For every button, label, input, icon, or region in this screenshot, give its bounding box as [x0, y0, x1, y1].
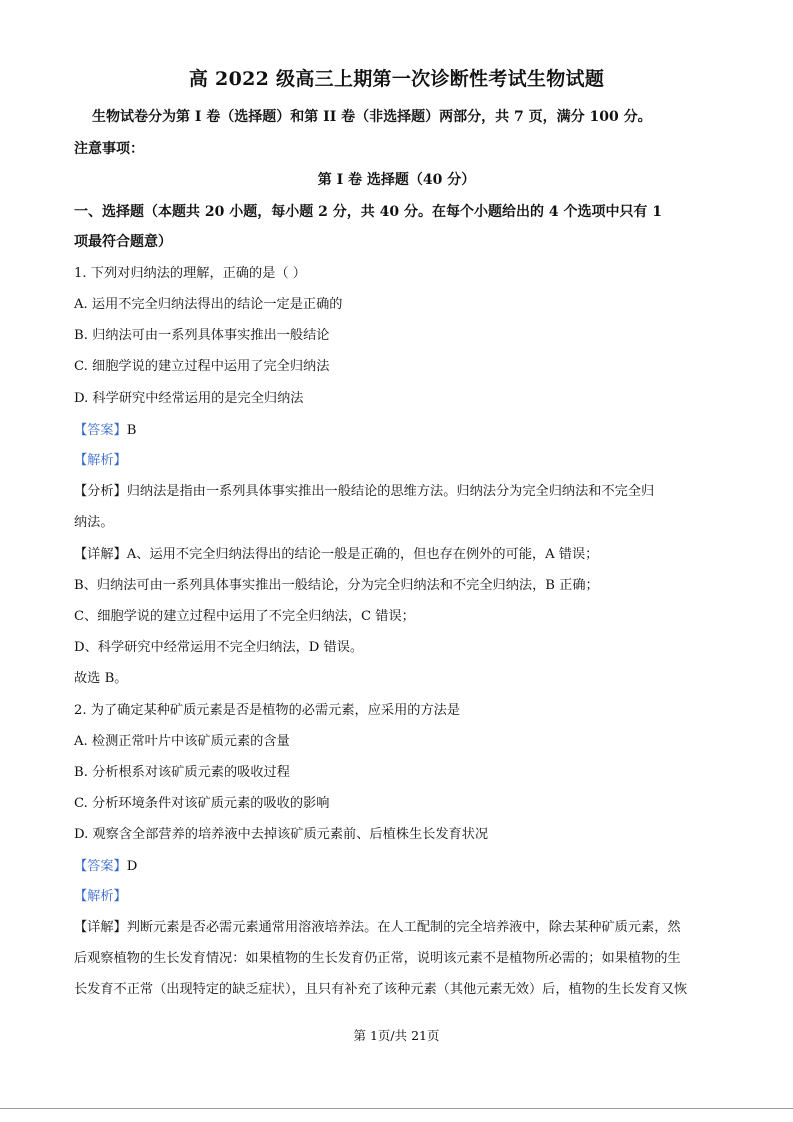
- q1-answer-row: [74, 423, 136, 439]
- detail-tag: 【详解】: [74, 920, 127, 935]
- page-bottom-divider: [0, 1108, 793, 1109]
- analysis-tag: 【分析】: [74, 484, 127, 499]
- q2-detail-line-2: 后观察植物的生长发育情况：如果植物的生长发育仍正常，说明该元素不是植物所必需的；如果植物的生: [74, 951, 681, 966]
- q2-stem: 2. 为了确定某种矿质元素是否是植物的必需元素，应采用的方法是: [74, 703, 461, 718]
- q1-option-d: D. 科学研究中经常运用的是完全归纳法: [74, 391, 304, 406]
- q1-conclusion: 故选 B。: [74, 671, 128, 686]
- q1-detail-line-4: D、科学研究中经常运用不完全归纳法，D 错误。: [74, 640, 364, 655]
- part-heading-line-2: 项最符合题意）: [74, 234, 172, 250]
- answer-tag: 【答案】: [74, 859, 127, 874]
- detail-tag: 【详解】: [74, 547, 127, 562]
- exam-title: 高 2022 级高三上期第一次诊断性考试生物试题: [188, 68, 605, 90]
- q2-answer-row: [74, 859, 137, 875]
- q2-option-a: A. 检测正常叶片中该矿质元素的含量: [74, 734, 290, 749]
- intro-text: 生物试卷分为第 I 卷（选择题）和第 II 卷（非选择题）两部分，共 7 页，满分 100 分。: [92, 109, 652, 125]
- q1-analysis-line-1: [74, 484, 654, 500]
- q2-option-d: D. 观察含全部营养的培养液中去掉该矿质元素前、后植株生长发育状况: [74, 827, 489, 842]
- q1-option-c: C. 细胞学说的建立过程中运用了完全归纳法: [74, 359, 330, 374]
- q1-detail-line-1: [74, 547, 598, 563]
- q1-jiexi-tag: 【解析】: [74, 453, 127, 468]
- q1-detail-text: A、运用不完全归纳法得出的结论一般是正确的，但也存在例外的可能，A 错误；: [126, 547, 599, 562]
- page-footer: 第 1页/共 21页: [353, 1028, 440, 1043]
- answer-tag: 【答案】: [74, 423, 127, 438]
- q2-option-c: C. 分析环境条件对该矿质元素的吸收的影响: [74, 796, 330, 811]
- q1-analysis-line-2: 纳法。: [74, 515, 114, 530]
- q1-answer-value: B: [126, 423, 137, 438]
- q1-stem: 1. 下列对归纳法的理解，正确的是（ ）: [74, 266, 306, 281]
- q2-detail-line-3: 长发育不正常（出现特定的缺乏症状），且只有补充了该种元素（其他元素无效）后，植物的生长发育又恢: [74, 982, 688, 997]
- q2-option-b: B. 分析根系对该矿质元素的吸收过程: [74, 765, 290, 780]
- q1-detail-line-3: C、细胞学说的建立过程中运用了不完全归纳法，C 错误；: [74, 609, 415, 624]
- q1-analysis-text: 归纳法是指由一系列具体事实推出一般结论的思维方法。归纳法分为完全归纳法和不完全归: [126, 484, 655, 499]
- q1-option-a: A. 运用不完全归纳法得出的结论一定是正确的: [74, 297, 343, 312]
- q2-answer-value: D: [126, 859, 138, 874]
- q2-detail-text: 判断元素是否必需元素通常用溶液培养法。在人工配制的完全培养液中，除去某种矿质元素，然: [126, 920, 681, 935]
- part-heading-line-1: 一、选择题（本题共 20 小题，每小题 2 分，共 40 分。在每个小题给出的 4 个选项中只有 1: [74, 204, 663, 220]
- section-title: 第 I 卷 选择题（40 分）: [317, 172, 476, 188]
- notice-heading: 注意事项：: [74, 141, 144, 157]
- q2-jiexi-tag: 【解析】: [74, 889, 127, 904]
- q2-detail-line-1: [74, 920, 681, 936]
- q1-option-b: B. 归纳法可由一系列具体事实推出一般结论: [74, 328, 330, 343]
- q1-detail-line-2: B、归纳法可由一系列具体事实推出一般结论，分为完全归纳法和不完全归纳法，B 正确；: [74, 578, 599, 593]
